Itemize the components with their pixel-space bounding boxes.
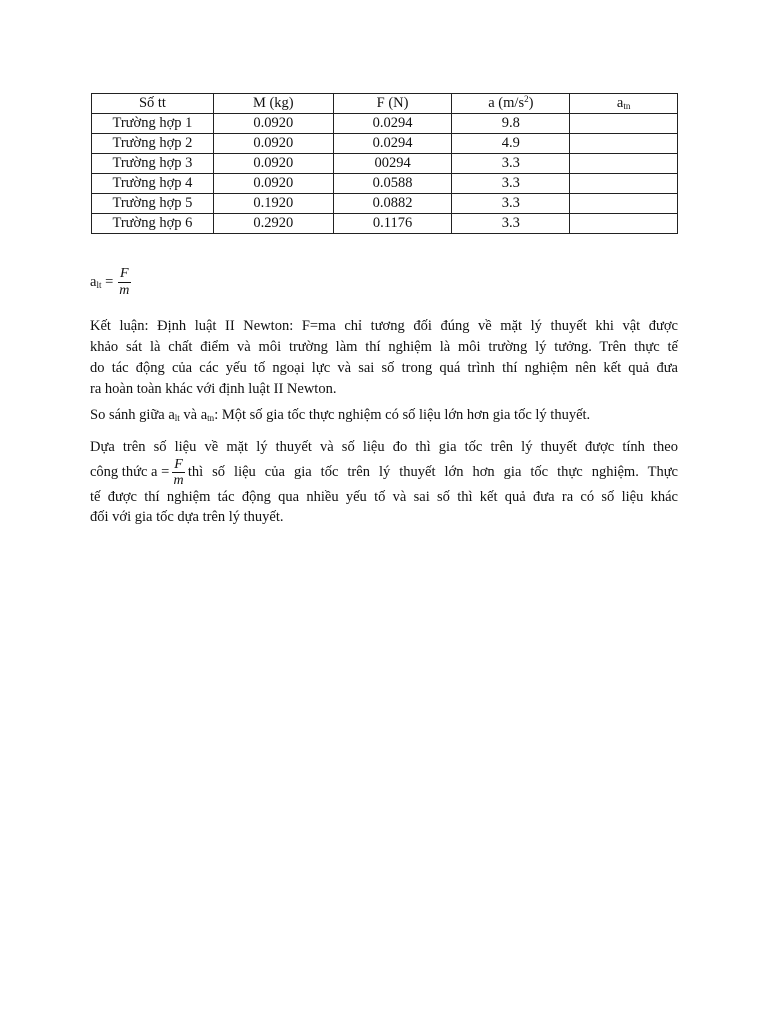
cell-atn <box>570 174 678 194</box>
cell-force: 0.0294 <box>333 134 452 154</box>
inline-fraction: $\frac{F}{m}$ <box>173 456 184 488</box>
cell-acceleration: 3.3 <box>452 154 570 174</box>
table-row <box>92 114 678 134</box>
cell-mass: 0.0920 <box>213 134 333 154</box>
results-table <box>91 93 678 234</box>
analysis-paragraph <box>90 437 678 527</box>
paragraph-line: Kết luận: Định luật II Newton: F=ma chỉ tương đối đúng về mặt lý thuyết khi vật được <box>90 318 678 334</box>
formula-line-tail: thì số liệu của gia tốc trên lý thuyết lớn hơn gia tốc thực nghiệm. Thực <box>187 464 678 480</box>
cell-acceleration: 4.9 <box>452 134 570 154</box>
table-row <box>92 134 678 154</box>
header-atn: $a_{tn}$ <box>570 94 678 114</box>
cell-force: 0.0588 <box>333 174 452 194</box>
cell-atn <box>570 114 678 134</box>
paragraph-line: do tác động của các yếu tố ngoại lực và sai số trong quá trình thí nghiệm nên kết quả đưa <box>90 360 678 376</box>
row-label: Trường hợp 5 <box>92 194 214 214</box>
paragraph-line: tế được thí nghiệm tác động qua nhiều yếu tố và sai số thì kết quả đưa ra có số liệu khác <box>90 489 678 505</box>
cell-force: 00294 <box>333 154 452 174</box>
formula-lhs: $a_{lt}$ = <box>90 274 114 290</box>
formula-denominator: m <box>119 283 130 298</box>
cell-atn <box>570 194 678 214</box>
cell-force: 0.1176 <box>333 214 452 234</box>
row-label: Trường hợp 1 <box>92 114 214 134</box>
cell-atn <box>570 134 678 154</box>
table-header-row <box>92 94 678 114</box>
table-row <box>92 194 678 214</box>
paragraph-line: khảo sát là chất điểm và môi trường làm thí nghiệm là môi trường lý tưởng. Trên thực tế <box>90 339 678 355</box>
cell-mass: 0.0920 <box>213 154 333 174</box>
cell-acceleration: 3.3 <box>452 194 570 214</box>
cell-force: 0.0294 <box>333 114 452 134</box>
header-so-tt: Số tt <box>92 94 214 114</box>
header-force: F (N) <box>333 94 452 114</box>
row-label: Trường hợp 4 <box>92 174 214 194</box>
header-mass: M (kg) <box>213 94 333 114</box>
cell-mass: 0.0920 <box>213 114 333 134</box>
table-row <box>92 174 678 194</box>
paragraph-line: Dựa trên số liệu về mặt lý thuyết và số liệu đo thì gia tốc trên lý thuyết được tính theo <box>90 439 678 455</box>
cell-acceleration: 3.3 <box>452 214 570 234</box>
row-label: Trường hợp 6 <box>92 214 214 234</box>
cell-atn <box>570 214 678 234</box>
cell-atn <box>570 154 678 174</box>
paragraph-line: ra hoàn toàn khác với định luật II Newton. <box>90 381 337 397</box>
formula-numerator: F <box>120 266 129 281</box>
paragraph-line: đối với gia tốc dựa trên lý thuyết. <box>90 509 284 525</box>
conclusion-paragraph <box>90 316 678 400</box>
row-label: Trường hợp 2 <box>92 134 214 154</box>
paragraph-line-with-formula: công thức a = $\frac{F}{m}$ thì số liệu của gia tốc trên lý thuyết lớn hơn gia tốc thực nghiệm. Thực <box>90 456 678 488</box>
cell-mass: 0.0920 <box>213 174 333 194</box>
comparison-paragraph <box>90 405 678 426</box>
paragraph-line: So sánh giữa $a_{lt}$ và $a_{tn}$: Một số gia tốc thực nghiệm có số liệu lớn hơn gia tốc lý thuyết. <box>90 407 591 423</box>
formula-fraction <box>117 266 131 299</box>
theoretical-acceleration-formula <box>90 266 131 299</box>
header-acceleration: a $(m/s^2)$ <box>452 94 570 114</box>
cell-mass: 0.1920 <box>213 194 333 214</box>
cell-acceleration: 3.3 <box>452 174 570 194</box>
cell-force: 0.0882 <box>333 194 452 214</box>
table-row <box>92 214 678 234</box>
cell-acceleration: 9.8 <box>452 114 570 134</box>
table-row <box>92 154 678 174</box>
row-label: Trường hợp 3 <box>92 154 214 174</box>
cell-mass: 0.2920 <box>213 214 333 234</box>
